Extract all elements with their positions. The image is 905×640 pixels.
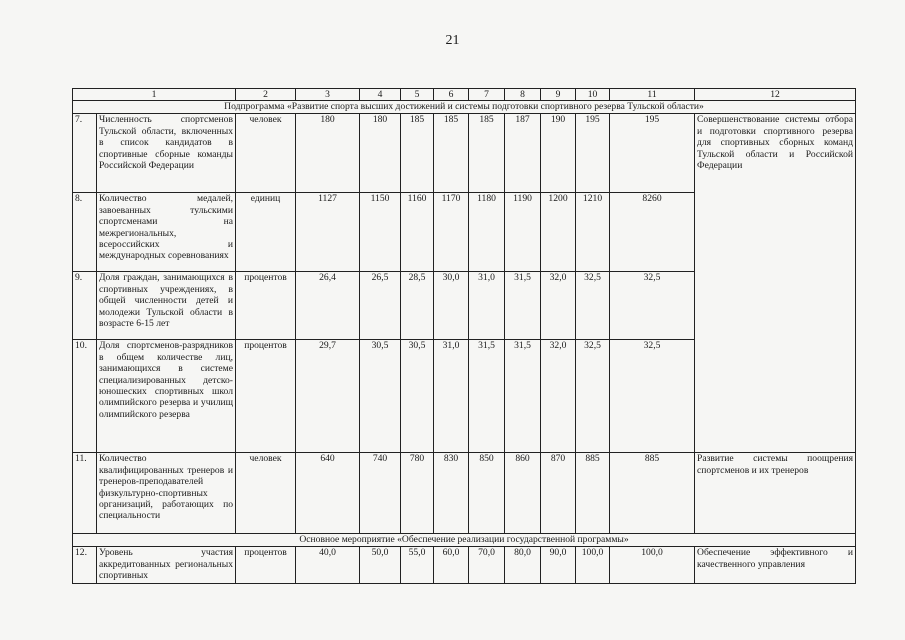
table-row	[73, 547, 856, 584]
value-cell: 80,0	[505, 547, 541, 584]
value-cell: 185	[401, 114, 434, 193]
column-header: 5	[401, 89, 434, 101]
value-cell: 60,0	[434, 547, 469, 584]
value-cell: 180	[296, 114, 360, 193]
value-cell: 90,0	[541, 547, 576, 584]
column-header: 3	[296, 89, 360, 101]
row-number: 12.	[73, 547, 97, 584]
column-header: 4	[360, 89, 401, 101]
unit: человек	[236, 114, 296, 193]
value-cell: 30,5	[401, 340, 434, 453]
table-row	[73, 453, 856, 534]
column-header: 6	[434, 89, 469, 101]
value-cell: 1127	[296, 193, 360, 272]
value-cell: 180	[360, 114, 401, 193]
unit: процентов	[236, 340, 296, 453]
value-cell: 860	[505, 453, 541, 534]
value-cell: 885	[610, 453, 695, 534]
column-header: 8	[505, 89, 541, 101]
value-cell: 26,5	[360, 272, 401, 340]
value-cell: 830	[434, 453, 469, 534]
section-row	[73, 101, 856, 114]
value-cell: 30,5	[360, 340, 401, 453]
value-cell: 1210	[576, 193, 610, 272]
value-cell: 100,0	[610, 547, 695, 584]
indicators-table	[72, 88, 856, 584]
column-header: 1	[73, 89, 236, 101]
value-cell: 50,0	[360, 547, 401, 584]
value-cell: 32,5	[576, 340, 610, 453]
value-cell: 32,5	[576, 272, 610, 340]
section-row	[73, 534, 856, 547]
value-cell: 1150	[360, 193, 401, 272]
value-cell: 885	[576, 453, 610, 534]
value-cell: 185	[434, 114, 469, 193]
main-measure-title: Основное мероприятие «Обеспечение реализации государственной программы»	[73, 534, 856, 547]
value-cell: 31,5	[469, 340, 505, 453]
row-number: 11.	[73, 453, 97, 534]
value-cell: 28,5	[401, 272, 434, 340]
value-cell: 190	[541, 114, 576, 193]
value-cell: 1180	[469, 193, 505, 272]
value-cell: 185	[469, 114, 505, 193]
goal-cell: Обеспечение эффективного и качественного управления	[695, 547, 856, 584]
value-cell: 1170	[434, 193, 469, 272]
column-header: 2	[236, 89, 296, 101]
value-cell: 70,0	[469, 547, 505, 584]
value-cell: 32,5	[610, 272, 695, 340]
value-cell: 8260	[610, 193, 695, 272]
value-cell: 26,4	[296, 272, 360, 340]
value-cell: 30,0	[434, 272, 469, 340]
value-cell: 870	[541, 453, 576, 534]
value-cell: 1190	[505, 193, 541, 272]
value-cell: 640	[296, 453, 360, 534]
indicator-name: Численность спортсменов Тульской области, включенных в список кандидатов в спортивные сборные команды Российской Федерации	[97, 114, 236, 193]
value-cell: 32,0	[541, 340, 576, 453]
column-header: 10	[576, 89, 610, 101]
indicator-name: Доля граждан, занимающихся в спортивных учреждениях, в общей численности детей и молодежи Тульской области в возрасте 6-15 лет	[97, 272, 236, 340]
value-cell: 29,7	[296, 340, 360, 453]
value-cell: 100,0	[576, 547, 610, 584]
value-cell: 55,0	[401, 547, 434, 584]
value-cell: 780	[401, 453, 434, 534]
value-cell: 850	[469, 453, 505, 534]
column-header: 12	[695, 89, 856, 101]
value-cell: 31,5	[505, 340, 541, 453]
value-cell: 31,5	[505, 272, 541, 340]
unit: человек	[236, 453, 296, 534]
value-cell: 187	[505, 114, 541, 193]
indicator-name: Количество квалифицированных тренеров и тренеров-преподавателей физкультурно-спортивных организаций, работающих по специальности	[97, 453, 236, 534]
unit: процентов	[236, 547, 296, 584]
column-header: 9	[541, 89, 576, 101]
row-number: 7.	[73, 114, 97, 193]
row-number: 9.	[73, 272, 97, 340]
column-header: 11	[610, 89, 695, 101]
page-number: 21	[445, 33, 460, 48]
value-cell: 32,0	[541, 272, 576, 340]
row-number: 10.	[73, 340, 97, 453]
value-cell: 1160	[401, 193, 434, 272]
value-cell: 40,0	[296, 547, 360, 584]
unit: процентов	[236, 272, 296, 340]
value-cell: 32,5	[610, 340, 695, 453]
value-cell: 195	[610, 114, 695, 193]
goal-cell: Совершенствование системы отбора и подготовки спортивного резерва для спортивных сборных команд Тульской области и Российской Федерации	[695, 114, 856, 453]
value-cell: 1200	[541, 193, 576, 272]
column-header: 7	[469, 89, 505, 101]
value-cell: 740	[360, 453, 401, 534]
value-cell: 31,0	[434, 340, 469, 453]
value-cell: 195	[576, 114, 610, 193]
subprogram-title: Подпрограмма «Развитие спорта высших достижений и системы подготовки спортивного резерва Тульской области»	[73, 101, 856, 114]
column-header-row	[73, 89, 856, 101]
table-row	[73, 114, 856, 193]
value-cell: 31,0	[469, 272, 505, 340]
goal-cell: Развитие системы поощрения спортсменов и их тренеров	[695, 453, 856, 534]
row-number: 8.	[73, 193, 97, 272]
indicator-name: Количество медалей, завоеванных тульскими спортсменами на межрегиональных, всероссийских и международных соревнованиях	[97, 193, 236, 272]
unit: единиц	[236, 193, 296, 272]
indicator-name: Уровень участия аккредитованных региональных спортивных	[97, 547, 236, 584]
indicator-name: Доля спортсменов-разрядников в общем количестве лиц, занимающихся в системе специализированных детско-юношеских спортивных школ олимпийского резерва и училищ олимпийского резерва	[97, 340, 236, 453]
